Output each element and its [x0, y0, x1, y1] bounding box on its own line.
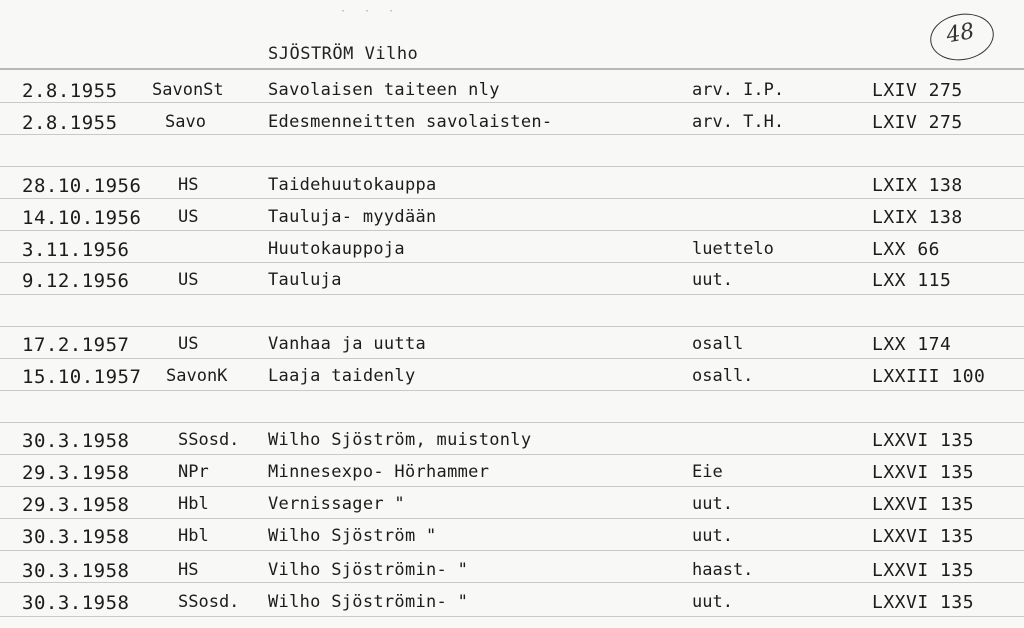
entry-type: uut. [692, 592, 733, 612]
entry-reference: LXIV 275 [872, 80, 963, 101]
entry-date: 3.11.1956 [22, 239, 130, 261]
entry-row [0, 270, 1024, 300]
entry-title: Wilho Sjöström " [268, 526, 437, 546]
entry-title: Tauluja- myydään [268, 207, 437, 227]
entry-source: Hbl [178, 494, 209, 514]
entry-date: 30.3.1958 [22, 560, 130, 582]
entry-date: 2.8.1955 [22, 112, 118, 134]
entry-title: Taidehuutokauppa [268, 175, 437, 195]
entry-source: NPr [178, 462, 209, 482]
entry-reference: LXXVI 135 [872, 494, 975, 515]
entry-title: Edesmenneitten savolaisten- [268, 112, 553, 132]
entry-date: 9.12.1956 [22, 270, 130, 292]
entry-date: 30.3.1958 [22, 592, 130, 614]
card-number-circle [926, 9, 997, 65]
entry-date: 30.3.1958 [22, 526, 130, 548]
entry-title: Minnesexpo- Hörhammer [268, 462, 490, 482]
entry-reference: LXX 66 [872, 239, 941, 260]
entry-source: Savo [165, 112, 206, 132]
entry-row [0, 430, 1024, 460]
entry-type: uut. [692, 494, 733, 514]
entry-title: Wilho Sjöströmin- " [268, 592, 469, 612]
entry-row [0, 366, 1024, 396]
entry-type: Eie [692, 462, 723, 482]
entry-reference: LXXVI 135 [872, 430, 975, 451]
entry-type: uut. [692, 270, 733, 290]
entry-source: US [178, 207, 199, 227]
entry-row [0, 334, 1024, 364]
entry-title: Wilho Sjöström, muistonly [268, 430, 532, 450]
entry-reference: LXX 174 [872, 334, 952, 355]
entry-reference: LXIX 138 [872, 175, 963, 196]
entry-reference: LXXVI 135 [872, 462, 975, 483]
entry-date: 29.3.1958 [22, 462, 130, 484]
entry-row [0, 494, 1024, 524]
entry-row [0, 239, 1024, 269]
entry-source: US [178, 270, 199, 290]
entry-title: Savolaisen taiteen nly [268, 80, 500, 100]
entry-reference: LXXIII 100 [872, 366, 986, 387]
entry-row [0, 80, 1024, 110]
entry-source: SavonK [166, 366, 228, 386]
entry-title: Tauluja [268, 270, 342, 290]
entry-row [0, 462, 1024, 492]
ruled-line [0, 166, 1024, 167]
entry-reference: LXXVI 135 [872, 592, 975, 613]
entry-row [0, 526, 1024, 556]
entry-row [0, 207, 1024, 237]
entry-type: luettelo [692, 239, 774, 259]
entry-source: US [178, 334, 199, 354]
entry-date: 28.10.1956 [22, 175, 142, 197]
entry-title: Vilho Sjöströmin- " [268, 560, 469, 580]
entry-source: SavonSt [152, 80, 224, 100]
entry-type: arv. I.P. [692, 80, 785, 100]
entry-type: osall [692, 334, 744, 354]
entry-row [0, 592, 1024, 622]
entry-date: 15.10.1957 [22, 366, 142, 388]
entry-date: 29.3.1958 [22, 494, 130, 516]
ruled-line [0, 68, 1024, 70]
entry-type: haast. [692, 560, 754, 580]
entry-type: arv. T.H. [692, 112, 785, 132]
entry-title: Vernissager " [268, 494, 405, 514]
entry-reference: LXIV 275 [872, 112, 963, 133]
entry-date: 17.2.1957 [22, 334, 130, 356]
entry-reference: LXIX 138 [872, 207, 963, 228]
ruled-line [0, 422, 1024, 423]
entry-title: Laaja taidenly [268, 366, 416, 386]
entry-reference: LXXVI 135 [872, 560, 975, 581]
paper-speck: · · · [340, 6, 401, 17]
card-number: 48 [944, 18, 977, 49]
entry-title: Vanhaa ja uutta [268, 334, 427, 354]
entry-date: 2.8.1955 [22, 80, 118, 102]
card-heading: SJÖSTRÖM Vilho [268, 44, 419, 64]
entry-source: HS [178, 560, 199, 580]
ruled-line [0, 326, 1024, 327]
entry-source: SSosd. [178, 430, 240, 450]
entry-date: 14.10.1956 [22, 207, 142, 229]
entry-source: Hbl [178, 526, 209, 546]
entry-source: SSosd. [178, 592, 240, 612]
entry-type: uut. [692, 526, 733, 546]
entry-source: HS [178, 175, 199, 195]
entry-title: Huutokauppoja [268, 239, 405, 259]
entry-reference: LXX 115 [872, 270, 952, 291]
entry-row [0, 112, 1024, 142]
entry-row [0, 175, 1024, 205]
entry-reference: LXXVI 135 [872, 526, 975, 547]
entry-type: osall. [692, 366, 754, 386]
entry-date: 30.3.1958 [22, 430, 130, 452]
entry-row [0, 560, 1024, 590]
